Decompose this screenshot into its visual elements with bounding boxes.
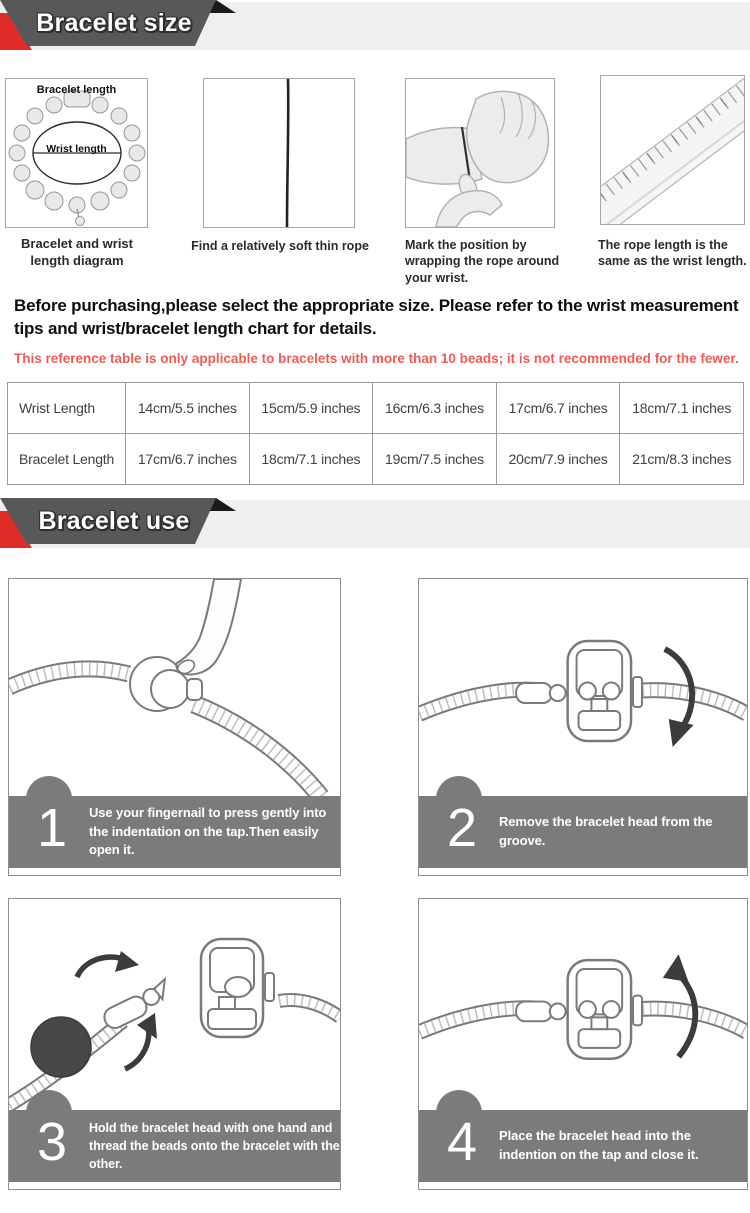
bracelet-length-label: Bracelet length: [36, 84, 117, 96]
wrist-length-label: Wrist length: [46, 143, 107, 155]
bracelet-length-row-label: Bracelet Length: [8, 434, 126, 485]
table-cell: 18cm/7.1 inches: [620, 383, 744, 434]
step-4-text: Place the bracelet head into the indention on the tap and close it.: [499, 1128, 699, 1162]
rope-illustration: [204, 79, 354, 227]
table-row: [8, 383, 744, 434]
ruler-illustration: [601, 76, 744, 224]
table-cell: 16cm/6.3 inches: [373, 383, 497, 434]
step-1-text: Use your fingernail to press gently into the indentation on the tap.Then easily open it.: [89, 804, 327, 858]
step-2-illustration: [419, 579, 747, 797]
size-note-text: This reference table is only applicable to bracelets with more than 10 beads; it is not recommended for the fewer.: [14, 351, 739, 366]
step-2-caption-bar: [419, 796, 747, 868]
size-intro-text: Before purchasing,please select the appropriate size. Please refer to the wrist measurement tips and wrist/bracelet length chart for details.: [14, 296, 739, 338]
step-1-number: 1: [36, 798, 68, 858]
table-cell: 17cm/6.7 inches: [496, 383, 620, 434]
wrist-length-row-label: Wrist Length: [8, 383, 126, 434]
use-step-4: [418, 898, 748, 1190]
measure-caption-1: Bracelet and wrist length diagram: [21, 236, 133, 268]
step-4-caption-bar: [419, 1110, 747, 1182]
rope-box: [203, 78, 355, 228]
step-4-illustration: [419, 899, 747, 1114]
table-cell: 20cm/7.9 inches: [496, 434, 620, 485]
wrist-wrap-box: [405, 78, 555, 228]
bracelet-diagram-box: [5, 78, 148, 228]
use-step-1: [8, 578, 341, 876]
use-step-3: [8, 898, 341, 1190]
table-cell: 18cm/7.1 inches: [249, 434, 373, 485]
table-cell: 21cm/8.3 inches: [620, 434, 744, 485]
wrist-wrap-illustration: [406, 79, 554, 227]
step-4-number: 4: [446, 1112, 478, 1172]
table-cell: 15cm/5.9 inches: [249, 383, 373, 434]
table-cell: 17cm/6.7 inches: [126, 434, 250, 485]
size-section-title: Bracelet size: [36, 9, 192, 37]
table-cell: 19cm/7.5 inches: [373, 434, 497, 485]
step-3-illustration: [9, 899, 340, 1114]
measure-caption-4: The rope length is the same as the wrist length.: [598, 238, 747, 269]
measure-caption-3: Mark the position by wrapping the rope around your wrist.: [405, 238, 560, 285]
use-step-2: [418, 578, 748, 876]
step-1-illustration: [9, 579, 340, 797]
ruler-box: [600, 75, 745, 225]
use-section-title: Bracelet use: [38, 507, 190, 535]
table-row: [8, 434, 744, 485]
step-3-caption-bar: [9, 1110, 340, 1182]
step-3-text: Hold the bracelet head with one hand and thread the beads onto the bracelet with the other.: [89, 1120, 340, 1172]
table-cell: 14cm/5.5 inches: [126, 383, 250, 434]
size-table: [7, 382, 744, 485]
step-3-number: 3: [36, 1112, 68, 1172]
measure-caption-2: Find a relatively soft thin rope: [191, 239, 369, 253]
step-2-text: Remove the bracelet head from the groove.: [499, 814, 713, 848]
step-2-number: 2: [446, 798, 478, 858]
step-1-caption-bar: [9, 796, 340, 868]
